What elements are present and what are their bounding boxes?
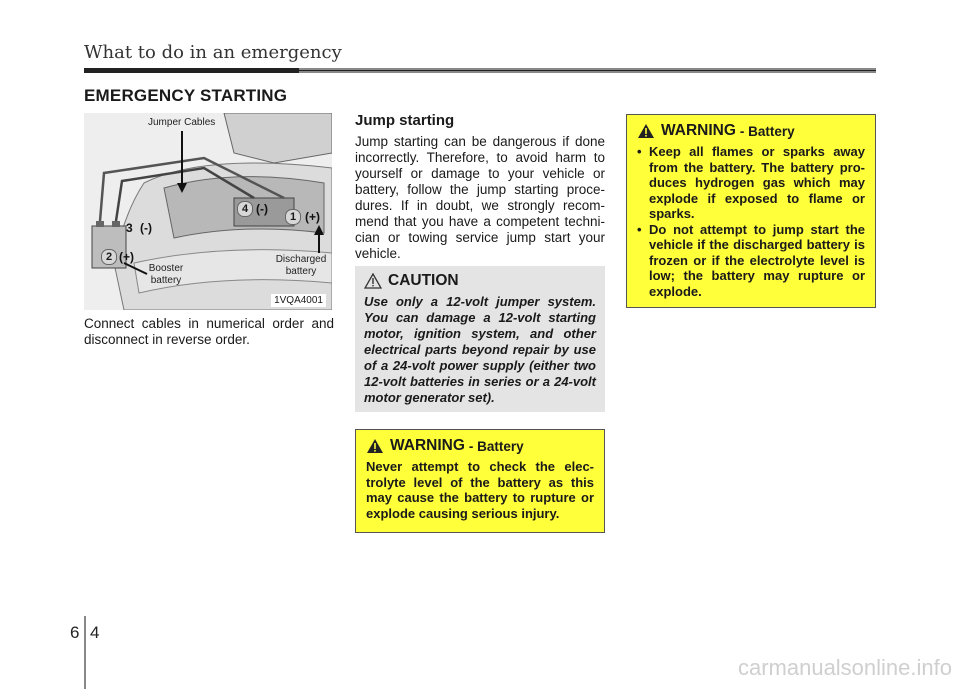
jump-starting-text: Jump starting can be dangerous if done incorrectly. Therefore, to avoid harm to yourself or damage to your vehicle or battery, follow the jump starting proce-dures. If in doubt, we strongly recom-mend that you have a competent techni-cian or towing service jump start your vehicle. [355,134,605,261]
step-1-sign: (+) [305,210,320,224]
caution-title: CAUTION [388,272,459,289]
jump-start-illustration [84,113,332,310]
page-header-title: What to do in an emergency [84,42,342,63]
warning-box-electrolyte [355,429,605,533]
step-3-marker: 3 [126,221,133,235]
bullet-dot: • [637,144,642,159]
watermark: carmanualsonline.info [737,655,952,680]
warning-bullet [637,222,865,300]
step-4-marker: 4 [237,201,253,217]
page-number-rule [84,616,86,689]
warning-triangle-icon [366,438,384,454]
step-2-sign: (+) [119,250,134,264]
booster-battery-label: Booster battery [148,263,184,286]
warning-title: WARNING [390,437,465,454]
header-rule [84,68,876,73]
caution-text: Use only a 12-volt jumper system. You can damage a 12-volt starting motor, ignition system, and other electrical parts beyond repair by use of a 24-volt power supply (either two 12-volt batteries in series or a 24-volt motor generator set). [364,294,596,405]
warning-bullet-text: Do not attempt to jump start the vehicle if the discharged battery is frozen or if the electrolyte level is low; the battery may rupture or explode. [649,221,865,299]
jump-starting-heading: Jump starting [355,112,455,129]
warning-subtitle: - Battery [739,123,795,139]
warning-bullet-text: Keep all flames or sparks away from the battery. The battery pro-duces hydrogen gas which may explode if exposed to flame or sparks. [649,144,865,221]
caution-box [355,266,605,412]
figure-caption: Connect cables in numerical order and disconnect in reverse order. [84,316,334,347]
step-4-sign: (-) [256,202,268,216]
section-title: EMERGENCY STARTING [84,86,288,105]
discharged-battery-label: Discharged battery [275,254,327,277]
warning-title: WARNING [661,122,736,139]
jumper-cables-label: Jumper Cables [148,117,216,128]
warning-text: Never attempt to check the elec-trolyte level of the battery as this may cause the battery to rupture or explode causing serious injury. [366,459,594,521]
warning-bullet [637,144,865,222]
step-3-sign: (-) [140,221,152,235]
warning-box-flames [626,114,876,308]
caution-triangle-icon [364,273,382,289]
warning-subtitle: - Battery [468,438,524,454]
step-1-marker: 1 [285,209,301,225]
bullet-dot: • [637,221,642,237]
warning-triangle-icon [637,123,655,139]
chapter-number: 6 [70,623,80,642]
step-2-marker: 2 [101,249,117,265]
page-number: 4 [90,623,100,642]
figure-code: 1VQA4001 [271,294,326,307]
